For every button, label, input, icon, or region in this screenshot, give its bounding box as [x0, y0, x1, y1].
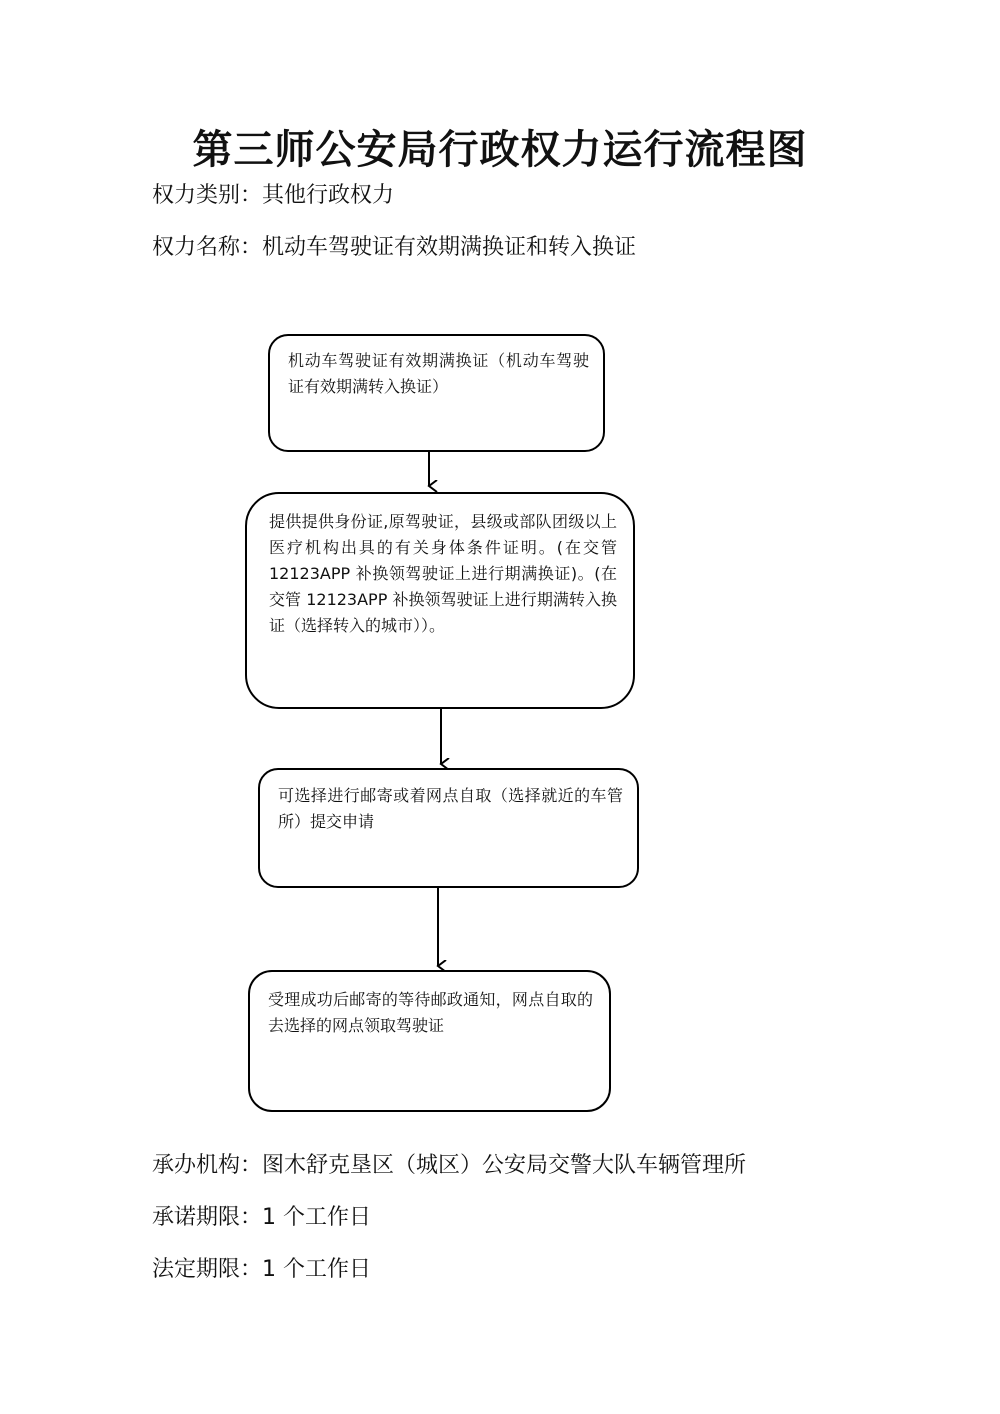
page-title: 第三师公安局行政权力运行流程图 — [192, 126, 808, 173]
power-category-value: 其他行政权力 — [262, 183, 395, 208]
promised-deadline — [152, 1200, 371, 1231]
promised-deadline-label: 承诺期限： — [152, 1205, 263, 1230]
legal-deadline-value: 1 个工作日 — [262, 1257, 372, 1282]
legal-deadline-label: 法定期限： — [152, 1257, 263, 1282]
legal-deadline — [152, 1252, 371, 1283]
handling-agency-value: 图木舒克垦区（城区）公安局交警大队车辆管理所 — [262, 1153, 747, 1178]
power-category-label: 权力类别： — [152, 183, 263, 208]
flow-step-1: 机动车驾驶证有效期满换证（机动车驾驶证有效期满转入换证） — [268, 334, 605, 452]
flow-step-4: 受理成功后邮寄的等待邮政通知，网点自取的去选择的网点领取驾驶证 — [248, 970, 611, 1112]
power-name-label: 权力名称： — [152, 235, 263, 260]
handling-agency — [152, 1148, 746, 1179]
promised-deadline-value: 1 个工作日 — [262, 1205, 372, 1230]
handling-agency-label: 承办机构： — [152, 1153, 263, 1178]
flow-step-2: 提供提供身份证,原驾驶证，县级或部队团级以上医疗机构出具的有关身体条件证明。(在交管 12123APP 补换领驾驶证上进行期满换证)。(在交管 12123APP 补换领驾驶证上进行期满转入换证（选择转入的城市））。 — [245, 492, 635, 709]
flow-step-3: 可选择进行邮寄或着网点自取（选择就近的车管所）提交申请 — [258, 768, 639, 888]
power-name-value: 机动车驾驶证有效期满换证和转入换证 — [262, 235, 637, 260]
